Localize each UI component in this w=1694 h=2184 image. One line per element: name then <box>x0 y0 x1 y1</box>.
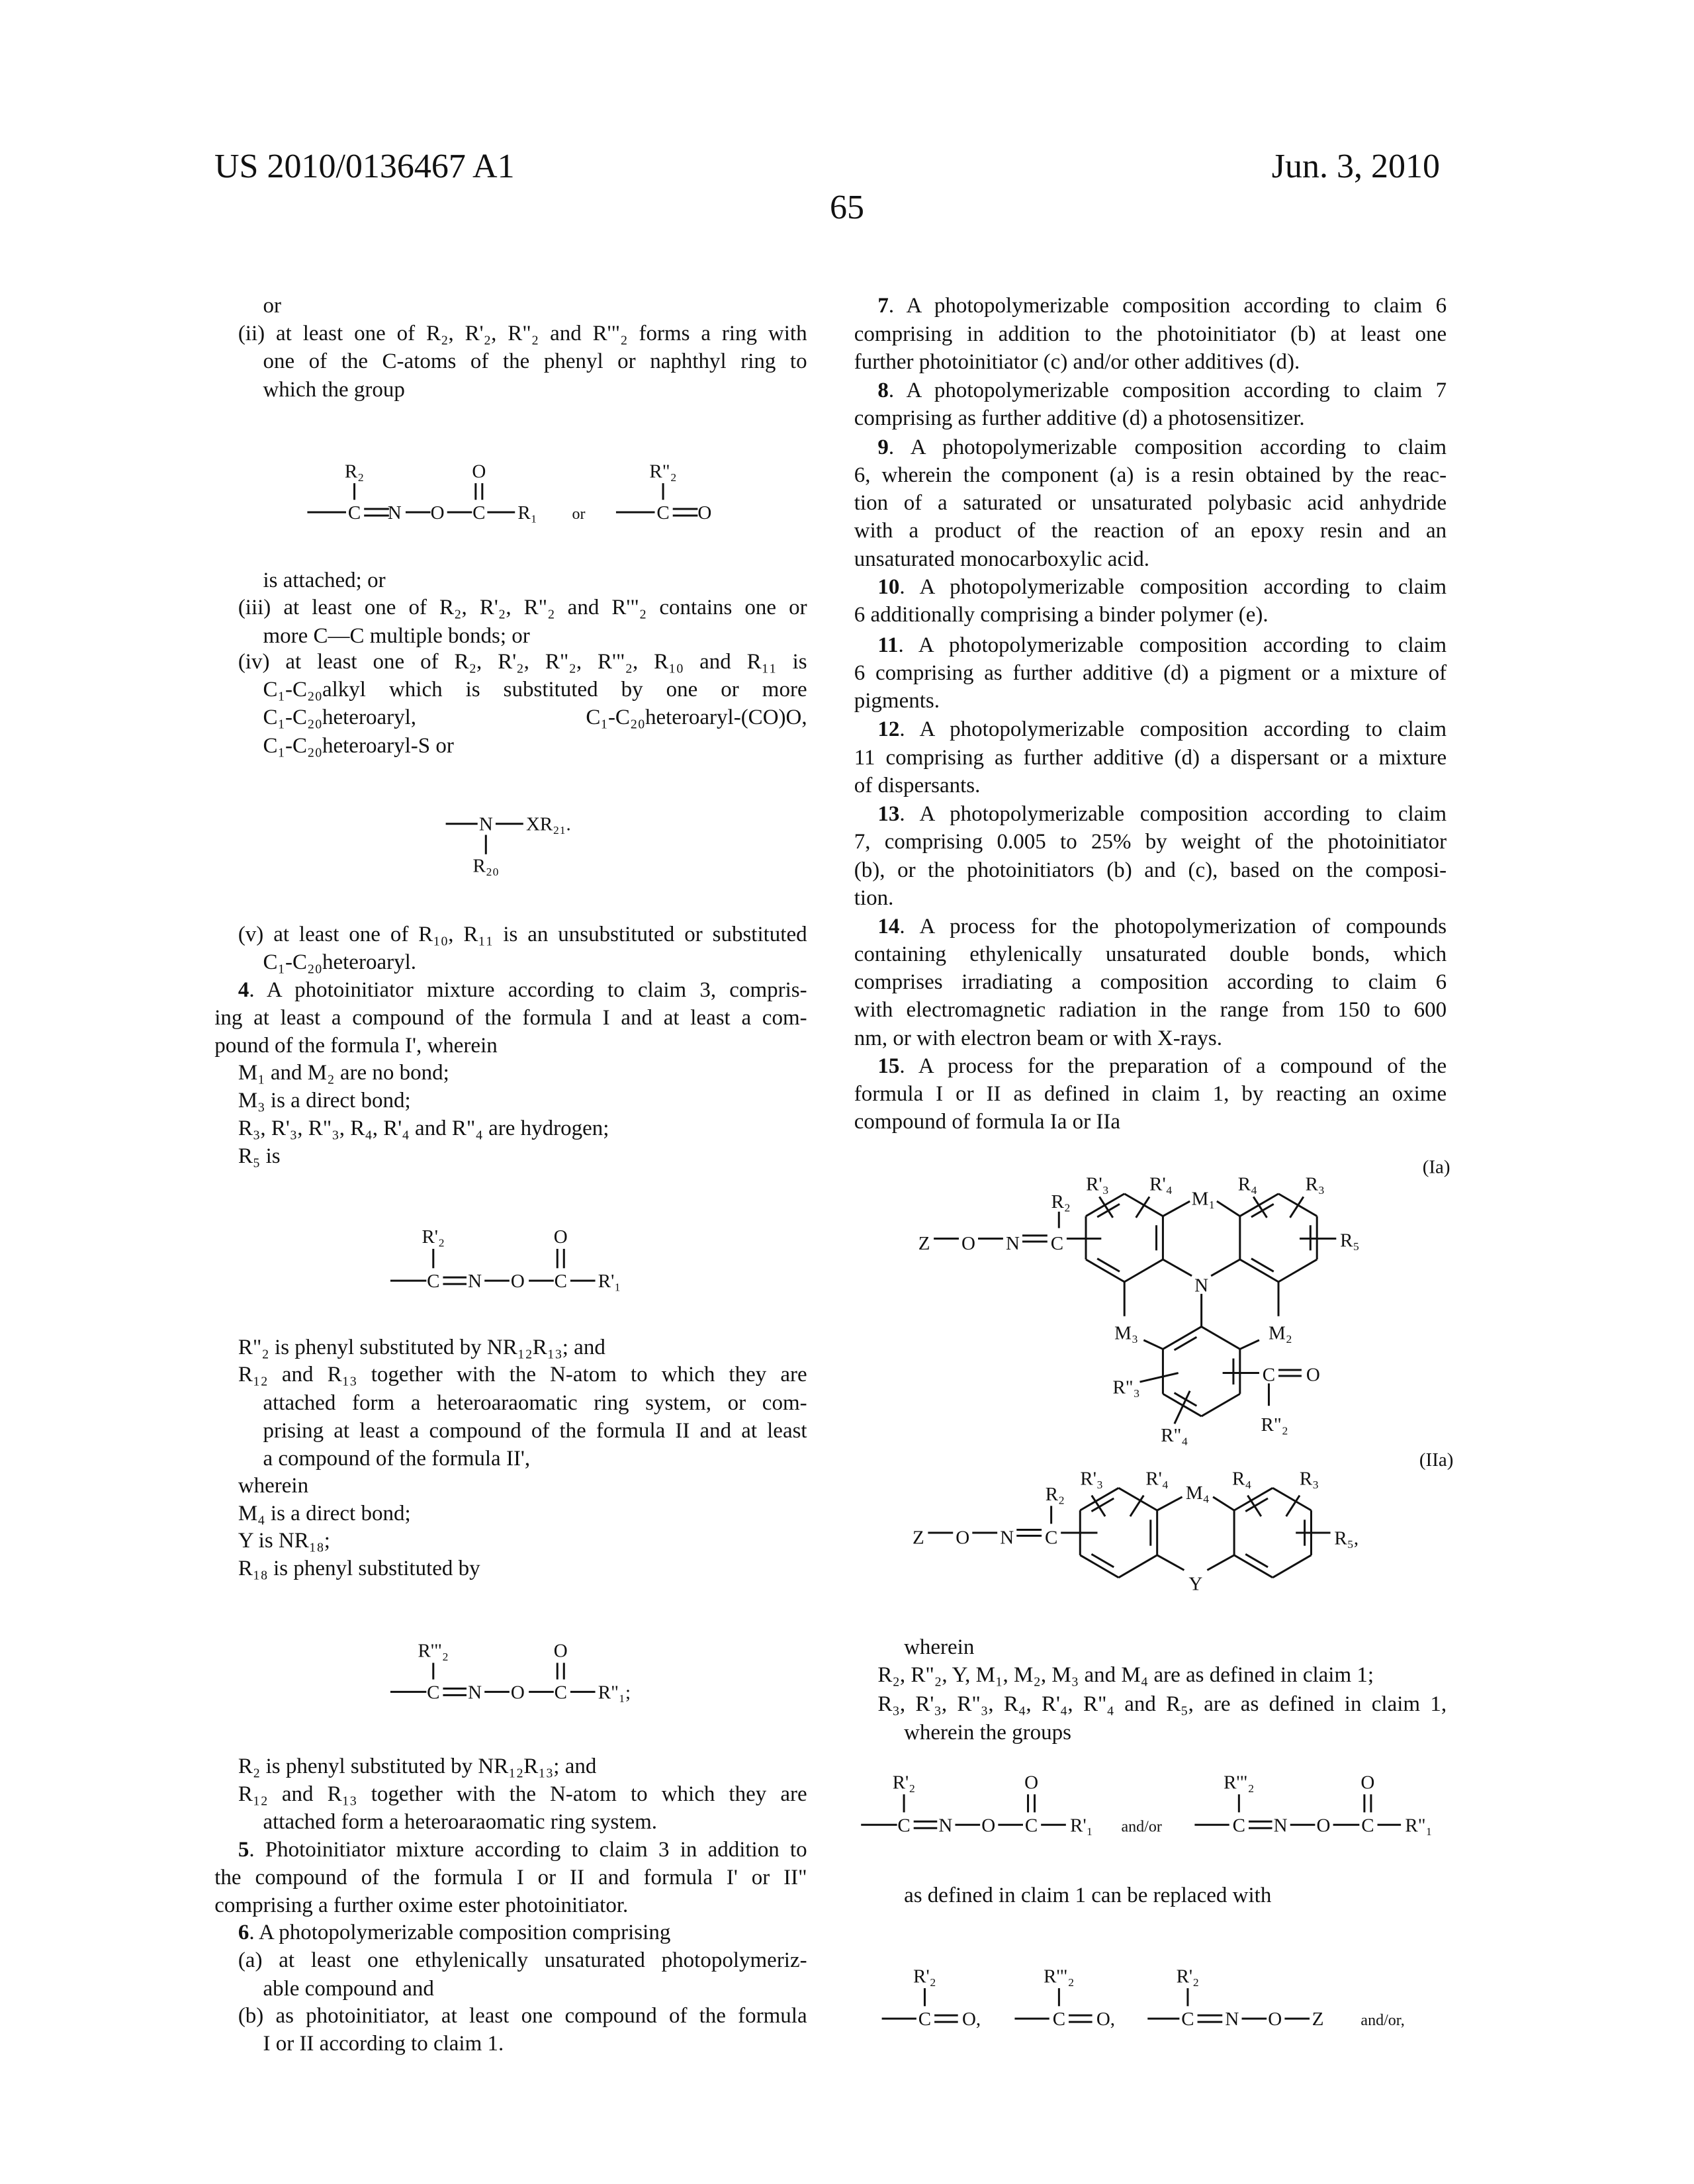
atom-label: Z <box>913 1527 924 1549</box>
text-line: unsaturated monocarboxylic acid. <box>854 545 1447 573</box>
bond-line <box>1157 1497 1182 1510</box>
atom-label: R₅, <box>1334 1528 1359 1549</box>
text-line: comprising in addition to the photoinitiator (b) at least one <box>854 320 1447 348</box>
formula-ia <box>918 1157 1450 1446</box>
atom-label: O <box>956 1527 969 1549</box>
atom-label: O <box>1024 1772 1038 1793</box>
atom-label: N <box>1225 2009 1239 2030</box>
text-line: ing at least a compound of the formula I and at least a com- <box>214 1004 807 1032</box>
text-line: more C—C multiple bonds; or <box>263 622 807 650</box>
text-line: compound of formula Ia or IIa <box>854 1108 1447 1136</box>
bond-line <box>1140 1373 1179 1383</box>
claim-number: 9 <box>877 435 889 459</box>
bond-line <box>1207 1555 1234 1570</box>
claim-number: 11 <box>877 633 898 657</box>
atom-label: C <box>427 1271 439 1292</box>
atom-label: O <box>431 502 445 523</box>
atom-label: C <box>1025 1815 1038 1836</box>
text-line: 11 comprising as further additive (d) a dispersant or a mixture <box>854 744 1447 772</box>
text-line: as defined in claim 1 can be replaced with <box>904 1882 1447 1909</box>
bond-line <box>1163 1259 1192 1276</box>
claim-text: . A process for the preparation of a compound of the <box>899 1054 1447 1078</box>
atom-label: O <box>1306 1365 1320 1386</box>
text-line: Y is NR₁₈; <box>238 1527 807 1555</box>
bond-line <box>1118 1555 1157 1578</box>
text-line: M₃ is a direct bond; <box>238 1087 807 1115</box>
claim-text: . A photopolymerizable composition comprising <box>249 1921 670 1944</box>
connector-word: and/or <box>1122 1818 1162 1835</box>
atom-label: R'₄ <box>1145 1468 1169 1489</box>
atom-label: R₃ <box>1300 1468 1319 1489</box>
atom-label: C <box>918 2009 931 2030</box>
atom-label: R"₂ <box>649 461 676 482</box>
text-line: wherein <box>904 1633 1447 1661</box>
atom-label: (Ia) <box>1423 1157 1450 1178</box>
atom-label: O <box>511 1271 525 1292</box>
bond-line <box>1118 1488 1157 1510</box>
text-line: prising at least a compound of the formula II and at least <box>263 1417 807 1445</box>
atom-label: R"₂ <box>1261 1414 1288 1435</box>
bond-line <box>1163 1201 1190 1216</box>
text-line: wherein <box>238 1472 807 1500</box>
atom-label: O <box>472 461 486 482</box>
text-line: of dispersants. <box>854 772 1447 799</box>
text-line: R₂, R"₂, Y, M₁, M₂, M₃ and M₄ are as defined in claim 1; <box>877 1661 1447 1689</box>
atom-label: C <box>1233 1815 1245 1836</box>
text-line: (ii) at least one of R₂, R'₂, R"₂ and R'"₂ forms a ring with <box>238 320 807 347</box>
bond-line <box>1251 1259 1274 1272</box>
atom-label: R"₄ <box>1161 1425 1188 1446</box>
atom-label: O, <box>1096 2009 1115 2030</box>
structure-s4 <box>390 1641 631 1704</box>
text-line: R₂ is phenyl substituted by NR₁₂R₁₃; and <box>238 1752 807 1780</box>
bond-line <box>1213 1497 1234 1510</box>
text-line: or <box>263 292 807 320</box>
bond-line <box>1143 1340 1163 1349</box>
claim-number: 5 <box>238 1838 249 1862</box>
bond-line <box>1245 1554 1268 1567</box>
bond-line <box>1211 1259 1240 1276</box>
claim-number: 7 <box>877 294 889 318</box>
claim-text: . A photopolymerizable composition according to claim <box>899 717 1447 741</box>
claim-number: 8 <box>877 379 889 402</box>
atom-label: C <box>897 1815 910 1836</box>
text-line: pigments. <box>854 687 1447 715</box>
atom-label: R₅ <box>1340 1230 1359 1251</box>
atom-label: C <box>472 502 485 523</box>
structure-s3 <box>390 1226 621 1292</box>
atom-label: M₁ <box>1192 1188 1216 1209</box>
atom-label: R₂ <box>345 461 364 482</box>
text-line: R₃, R'₃, R"₃, R₄, R'₄ and R"₄ are hydrogen; <box>238 1115 807 1142</box>
claim-number: 15 <box>877 1054 899 1078</box>
text-line: M₄ is a direct bond; <box>238 1500 807 1527</box>
atom-label: R"₁; <box>598 1682 631 1703</box>
formula-iia <box>913 1449 1453 1595</box>
bond-line <box>1157 1555 1184 1570</box>
text-line: tion. <box>854 884 1447 912</box>
atom-label: XR₂₁. <box>526 814 571 835</box>
connector-word: or <box>572 506 585 523</box>
claim-text: . A process for the photopolymerization of compounds <box>899 915 1447 938</box>
structure-s1 <box>307 461 711 523</box>
atom-label: R'₁ <box>1070 1815 1093 1836</box>
claim-number: 6 <box>238 1921 249 1944</box>
atom-label: O <box>697 502 711 523</box>
text-line: M₁ and M₂ are no bond; <box>238 1059 807 1087</box>
connector-word: and/or, <box>1360 2012 1404 2029</box>
atom-label: N <box>468 1271 482 1292</box>
atom-label: C <box>656 502 669 523</box>
atom-label: R'₂ <box>422 1226 445 1248</box>
text-line: (a) at least one ethylenically unsaturated photopolymeriz- <box>238 1946 807 1974</box>
atom-label: O, <box>962 2009 981 2030</box>
atom-label: Y <box>1188 1574 1202 1595</box>
atom-label: M₃ <box>1114 1322 1138 1343</box>
atom-label: R'₂ <box>1177 1966 1200 1987</box>
atom-label: C <box>1053 2009 1065 2030</box>
text-line: which the group <box>263 376 807 404</box>
text-line: tion of a saturated or unsaturated polybasic acid anhydride <box>854 489 1447 517</box>
text-line: (b) as photoinitiator, at least one compound of the formula <box>238 2002 807 2030</box>
atom-label: R"₃ <box>1112 1377 1139 1398</box>
atom-label: C <box>348 502 361 523</box>
claim-text: . A photopolymerizable composition according to claim <box>899 633 1447 657</box>
atom-label: N <box>1194 1275 1208 1296</box>
text-line: with electromagnetic radiation in the range from 150 to 600 <box>854 996 1447 1024</box>
text-line: C₁-C₂₀heteroaryl. <box>263 948 807 976</box>
text-line: the compound of the formula I or II and formula I' or II" <box>214 1864 807 1891</box>
text-line: wherein the groups <box>904 1719 1447 1747</box>
text-line: (iii) at least one of R₂, R'₂, R"₂ and R'"₂ contains one or <box>238 594 807 621</box>
bond-line <box>1175 1337 1197 1350</box>
atom-label: O <box>511 1682 525 1703</box>
atom-label: R'₂ <box>913 1966 936 1987</box>
text-line: (b), or the photoinitiators (b) and (c), based on the composi- <box>854 856 1447 884</box>
text-line: R₃, R'₃, R"₃, R₄, R'₄, R"₄ and R₅, are as defined in claim 1, <box>877 1690 1447 1718</box>
atom-label: R₄ <box>1238 1174 1257 1195</box>
text-line: R₁₂ and R₁₃ together with the N-atom to which they are <box>238 1780 807 1808</box>
claim-number: 14 <box>877 915 899 938</box>
atom-label: O <box>554 1641 568 1662</box>
claim-text: . A photopolymerizable composition according to claim 7 <box>889 379 1447 402</box>
atom-label: Z <box>918 1233 930 1254</box>
text-line: 6 comprising as further additive (d) a pigment or a mixture of <box>854 659 1447 687</box>
text-line: a compound of the formula II', <box>263 1445 807 1473</box>
atom-label: N <box>468 1682 482 1703</box>
text-line: comprises irradiating a composition according to claim 6 <box>854 968 1447 996</box>
text-line: 6, wherein the component (a) is a resin obtained by the reac- <box>854 461 1447 489</box>
chemical-structures <box>0 0 1694 2184</box>
claim-text: . A photopolymerizable composition according to claim 6 <box>889 294 1447 318</box>
atom-label: Z <box>1312 2009 1324 2030</box>
structure-s5 <box>861 1772 1432 1836</box>
claim-number: 10 <box>877 575 899 599</box>
claim-text: . A photoinitiator mixture according to claim 3, compris- <box>249 978 807 1002</box>
atom-label: O <box>1360 1772 1374 1793</box>
text-line: with a product of the reaction of an epoxy resin and an <box>854 517 1447 545</box>
patent-number: US 2010/0136467 A1 <box>214 147 515 187</box>
text-line: C₁-C₂₀heteroaryl-S or <box>263 732 807 760</box>
text-line: one of the C-atoms of the phenyl or naphthyl ring to <box>263 347 807 375</box>
atom-label: C <box>1263 1365 1275 1386</box>
text-line: R₅ is <box>238 1142 807 1170</box>
text-line: R₁₂ and R₁₃ together with the N-atom to which they are <box>238 1361 807 1388</box>
bond-line <box>1124 1259 1163 1282</box>
text-line: attached form a heteroaraomatic ring system. <box>263 1808 807 1836</box>
text-line: (iv) at least one of R₂, R'₂, R"₂, R'"₂, R₁₀ and R₁₁ is <box>238 648 807 676</box>
atom-label: N <box>938 1815 952 1836</box>
bond-line <box>1202 1327 1240 1349</box>
text-line: containing ethylenically unsaturated double bonds, which <box>854 940 1447 968</box>
text-line: pound of the formula I', wherein <box>214 1032 807 1060</box>
publication-date: Jun. 3, 2010 <box>1272 147 1440 187</box>
atom-label: R'"₂ <box>1044 1966 1075 1987</box>
bond-line <box>1202 1394 1240 1416</box>
atom-label: R₂ <box>1051 1191 1070 1212</box>
claim-text: . A photopolymerizable composition according to claim <box>889 435 1447 459</box>
atom-label: R'₃ <box>1086 1174 1109 1195</box>
text-line: attached form a heteroaraomatic ring system, or com- <box>263 1389 807 1417</box>
bond-line <box>1217 1201 1240 1216</box>
text-line: comprising a further oxime ester photoinitiator. <box>214 1891 807 1919</box>
bond-line <box>1240 1340 1259 1349</box>
atom-label: N <box>1274 1815 1288 1836</box>
claim-number: 12 <box>877 717 899 741</box>
atom-label: C <box>427 1682 439 1703</box>
atom-label: R'"₂ <box>1224 1772 1255 1793</box>
atom-label: N <box>1006 1233 1020 1254</box>
atom-label: R₃ <box>1306 1174 1325 1195</box>
atom-label: R₁ <box>517 502 537 523</box>
atom-label: C <box>1045 1527 1057 1549</box>
atom-label: R'₁ <box>598 1271 621 1292</box>
bond-line <box>1272 1555 1311 1578</box>
atom-label: O <box>1316 1815 1330 1836</box>
atom-label: R'₂ <box>893 1772 916 1793</box>
atom-label: N <box>388 502 402 523</box>
atom-label: O <box>1268 2009 1282 2030</box>
text-line: (v) at least one of R₁₀, R₁₁ is an unsubstituted or substituted <box>238 921 807 948</box>
atom-label: R"₁ <box>1405 1815 1432 1836</box>
atom-label: O <box>961 1233 975 1254</box>
atom-label: N <box>1000 1527 1014 1549</box>
atom-label: R₂ <box>1046 1484 1065 1505</box>
text-line: nm, or with electron beam or with X-rays. <box>854 1024 1447 1052</box>
claim-number: 13 <box>877 802 899 826</box>
claim-text: . A photopolymerizable composition according to claim <box>899 802 1447 826</box>
text-line: formula I or II as defined in claim 1, by reacting an oxime <box>854 1080 1447 1108</box>
text-line: 7, comprising 0.005 to 25% by weight of the photoinitiator <box>854 828 1447 856</box>
text-line: is attached; or <box>263 567 807 594</box>
text-line: 6 additionally comprising a binder polymer (e). <box>854 601 1447 629</box>
atom-label: R₄ <box>1232 1468 1251 1489</box>
structure-s6 <box>882 1966 1405 2030</box>
text-line: able compound and <box>263 1975 807 2003</box>
atom-label: (IIa) <box>1419 1449 1454 1471</box>
bond-line <box>1278 1259 1317 1282</box>
atom-label: C <box>1181 2009 1194 2030</box>
text-line: further photoinitiator (c) and/or other additives (d). <box>854 348 1447 376</box>
atom-label: R'₄ <box>1149 1174 1173 1195</box>
atom-label: C <box>555 1682 567 1703</box>
text-line: R"₂ is phenyl substituted by NR₁₂R₁₃; and <box>238 1334 807 1361</box>
text-line: C₁-C₂₀alkyl which is substituted by one or more <box>263 676 807 704</box>
atom-label: R₂₀ <box>473 856 500 877</box>
text-line: C₁-C₂₀heteroaryl, C₁-C₂₀heteroaryl-(CO)O, <box>263 704 807 731</box>
claim-text: . Photoinitiator mixture according to claim 3 in addition to <box>249 1838 807 1862</box>
page-number: 65 <box>830 188 864 228</box>
claim-number: 4 <box>238 978 249 1002</box>
atom-label: O <box>554 1226 568 1248</box>
text-line: I or II according to claim 1. <box>263 2030 807 2058</box>
atom-label: M₄ <box>1186 1482 1210 1504</box>
atom-label: R'₃ <box>1080 1468 1103 1489</box>
claim-text: . A photopolymerizable composition according to claim <box>899 575 1447 599</box>
atom-label: N <box>479 814 493 835</box>
bond-line <box>1091 1554 1114 1567</box>
structure-s2 <box>446 814 571 877</box>
atom-label: C <box>555 1271 567 1292</box>
atom-label: O <box>981 1815 995 1836</box>
atom-label: R'"₂ <box>418 1641 449 1662</box>
atom-label: C <box>1051 1233 1063 1254</box>
bond-line <box>1092 1496 1105 1517</box>
bond-line <box>1097 1259 1120 1272</box>
bond-line <box>1286 1496 1300 1517</box>
text-line: R₁₈ is phenyl substituted by <box>238 1555 807 1582</box>
atom-label: C <box>1361 1815 1374 1836</box>
atom-label: M₂ <box>1269 1322 1292 1343</box>
text-line: comprising as further additive (d) a photosensitizer. <box>854 404 1447 432</box>
